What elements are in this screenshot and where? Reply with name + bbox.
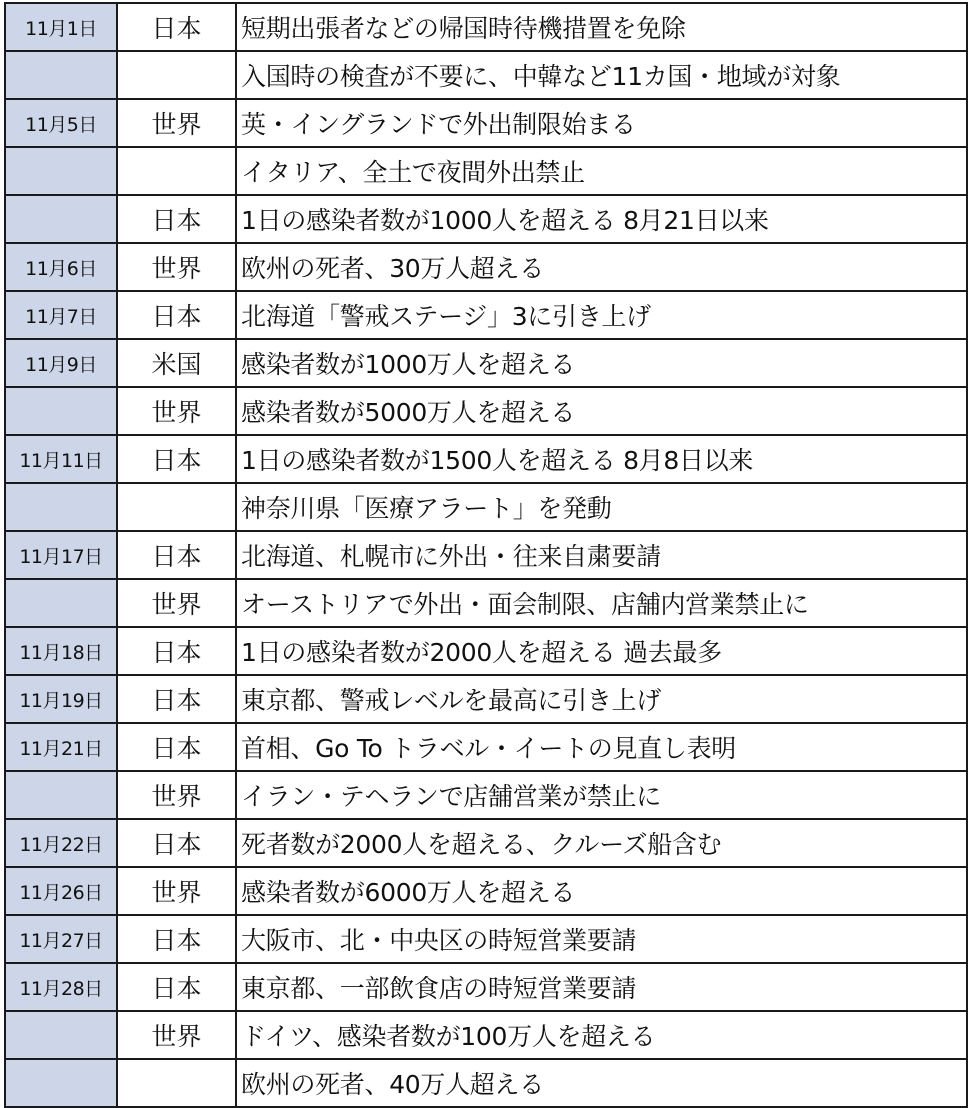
region-cell: 日本 <box>117 291 236 339</box>
table-row <box>5 51 967 99</box>
table-row <box>5 3 967 51</box>
date-cell: 11月27日 <box>5 915 117 963</box>
event-cell: 神奈川県「医療アラート」を発動 <box>236 483 967 531</box>
region-cell: 世界 <box>117 387 236 435</box>
table-row <box>5 387 967 435</box>
table-row <box>5 915 967 963</box>
date-cell <box>5 51 117 99</box>
date-cell: 11月17日 <box>5 531 117 579</box>
table-row <box>5 579 967 627</box>
region-cell: 日本 <box>117 675 236 723</box>
event-cell: 感染者数が5000万人を超える <box>236 387 967 435</box>
table-row <box>5 99 967 147</box>
event-cell: 首相、Go To トラベル・イートの見直し表明 <box>236 723 967 771</box>
table-row <box>5 1011 967 1059</box>
table-row <box>5 819 967 867</box>
table-row <box>5 531 967 579</box>
date-cell: 11月18日 <box>5 627 117 675</box>
event-cell: 感染者数が1000万人を超える <box>236 339 967 387</box>
event-cell: 短期出張者などの帰国時待機措置を免除 <box>236 3 967 51</box>
table-row <box>5 147 967 195</box>
region-cell: 日本 <box>117 819 236 867</box>
date-cell: 11月7日 <box>5 291 117 339</box>
region-cell: 日本 <box>117 963 236 1011</box>
event-cell: 1日の感染者数が1500人を超える 8月8日以来 <box>236 435 967 483</box>
date-cell: 11月6日 <box>5 243 117 291</box>
event-cell: 英・イングランドで外出制限始まる <box>236 99 967 147</box>
table-row <box>5 339 967 387</box>
region-cell <box>117 483 236 531</box>
table-row <box>5 1059 967 1107</box>
table-row <box>5 867 967 915</box>
region-cell: 日本 <box>117 3 236 51</box>
event-cell: 1日の感染者数が2000人を超える 過去最多 <box>236 627 967 675</box>
date-cell <box>5 147 117 195</box>
date-cell <box>5 771 117 819</box>
table-row <box>5 771 967 819</box>
event-cell: 入国時の検査が不要に、中韓など11カ国・地域が対象 <box>236 51 967 99</box>
event-cell: オーストリアで外出・面会制限、店舗内営業禁止に <box>236 579 967 627</box>
date-cell: 11月28日 <box>5 963 117 1011</box>
region-cell: 日本 <box>117 723 236 771</box>
date-cell: 11月11日 <box>5 435 117 483</box>
event-cell: 欧州の死者、40万人超える <box>236 1059 967 1107</box>
region-cell: 世界 <box>117 579 236 627</box>
date-cell <box>5 1011 117 1059</box>
event-cell: 東京都、警戒レベルを最高に引き上げ <box>236 675 967 723</box>
region-cell: 世界 <box>117 771 236 819</box>
date-cell: 11月1日 <box>5 3 117 51</box>
date-cell: 11月26日 <box>5 867 117 915</box>
table-row <box>5 723 967 771</box>
event-cell: ドイツ、感染者数が100万人を超える <box>236 1011 967 1059</box>
event-cell: 欧州の死者、30万人超える <box>236 243 967 291</box>
table-row <box>5 243 967 291</box>
region-cell: 日本 <box>117 195 236 243</box>
event-cell: イラン・テヘランで店舗営業が禁止に <box>236 771 967 819</box>
region-cell <box>117 51 236 99</box>
date-cell: 11月9日 <box>5 339 117 387</box>
date-cell <box>5 195 117 243</box>
region-cell: 日本 <box>117 435 236 483</box>
table-row <box>5 675 967 723</box>
region-cell: 日本 <box>117 531 236 579</box>
region-cell: 世界 <box>117 243 236 291</box>
event-cell: 感染者数が6000万人を超える <box>236 867 967 915</box>
region-cell: 日本 <box>117 915 236 963</box>
event-cell: 大阪市、北・中央区の時短営業要請 <box>236 915 967 963</box>
event-cell: 北海道「警戒ステージ」3に引き上げ <box>236 291 967 339</box>
table-row <box>5 963 967 1011</box>
date-cell: 11月22日 <box>5 819 117 867</box>
region-cell: 世界 <box>117 867 236 915</box>
table-row <box>5 195 967 243</box>
event-cell: 北海道、札幌市に外出・往来自粛要請 <box>236 531 967 579</box>
date-cell: 11月5日 <box>5 99 117 147</box>
covid-timeline-table <box>4 2 968 1108</box>
date-cell <box>5 387 117 435</box>
region-cell: 日本 <box>117 627 236 675</box>
table-row <box>5 435 967 483</box>
event-cell: 東京都、一部飲食店の時短営業要請 <box>236 963 967 1011</box>
region-cell <box>117 147 236 195</box>
event-cell: イタリア、全土で夜間外出禁止 <box>236 147 967 195</box>
region-cell: 米国 <box>117 339 236 387</box>
event-cell: 死者数が2000人を超える、クルーズ船含む <box>236 819 967 867</box>
date-cell <box>5 579 117 627</box>
date-cell <box>5 483 117 531</box>
table-row <box>5 627 967 675</box>
event-cell: 1日の感染者数が1000人を超える 8月21日以来 <box>236 195 967 243</box>
table-row <box>5 483 967 531</box>
date-cell: 11月21日 <box>5 723 117 771</box>
table-row <box>5 291 967 339</box>
date-cell: 11月19日 <box>5 675 117 723</box>
region-cell: 世界 <box>117 1011 236 1059</box>
region-cell: 世界 <box>117 99 236 147</box>
region-cell <box>117 1059 236 1107</box>
date-cell <box>5 1059 117 1107</box>
